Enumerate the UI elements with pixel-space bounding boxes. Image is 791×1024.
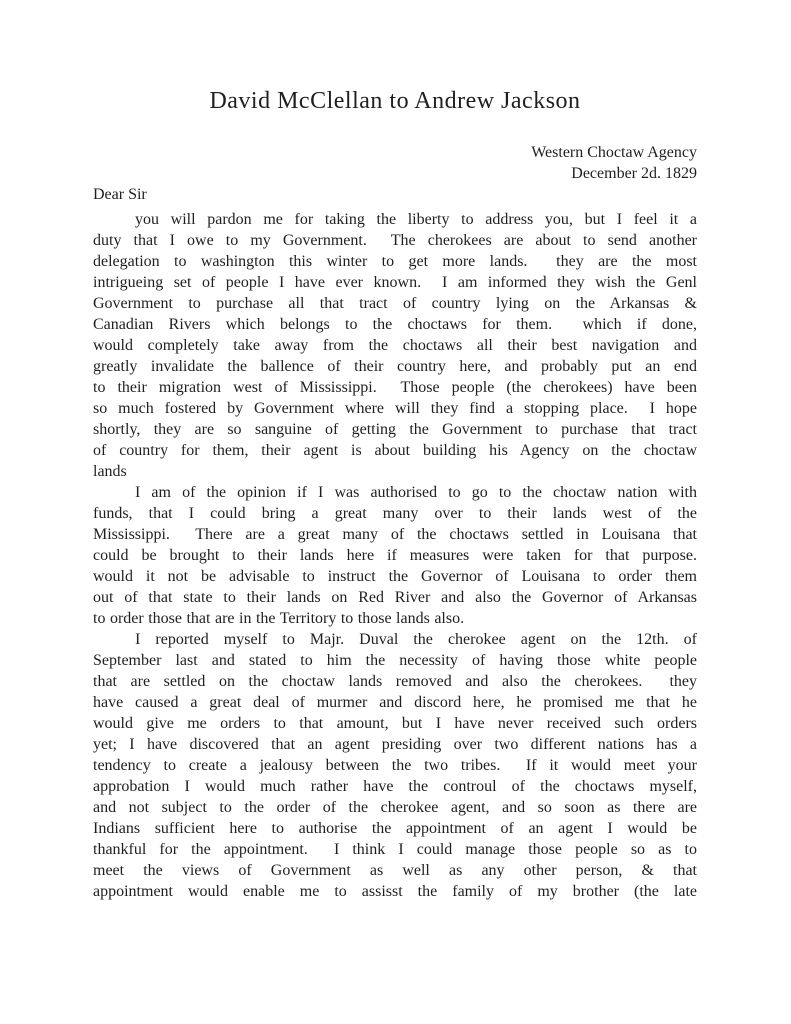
letter-body: [93, 209, 697, 902]
letter-line: meet the views of Government as well as any other person, & that: [93, 862, 697, 879]
salutation: Dear Sir: [93, 186, 147, 203]
letter-line: tendency to create a jealousy between the two tribes. If it would meet your: [93, 757, 697, 774]
dateline: [93, 142, 697, 184]
letter-line: approbation I would much rather have the controul of the choctaws myself,: [93, 778, 697, 795]
letter-line: yet; I have discovered that an agent presiding over two different nations has a: [93, 736, 697, 753]
letter-line: so much fostered by Government where will they find a stopping place. I hope: [93, 400, 697, 417]
letter-title: David McClellan to Andrew Jackson: [209, 88, 581, 114]
paragraph: [93, 209, 697, 482]
paragraph: [93, 482, 697, 629]
letter-line: of country for them, their agent is about building his Agency on the choctaw: [93, 442, 697, 459]
letter-line: thankful for the appointment. I think I could manage those people so as to: [93, 841, 697, 858]
letter-line: delegation to washington this winter to get more lands. they are the most: [93, 253, 697, 270]
letter-line: shortly, they are so sanguine of getting the Government to purchase that tract: [93, 421, 697, 438]
letter-line: you will pardon me for taking the liberty to address you, but I feel it a: [135, 211, 697, 228]
letter-line: greatly invalidate the ballence of their country here, and probably put an end: [93, 358, 697, 375]
letter-line: Government to purchase all that tract of country lying on the Arkansas &: [93, 295, 697, 312]
letter-line: Mississippi. There are a great many of the choctaws settled in Louisana that: [93, 526, 697, 543]
letter-line: funds, that I could bring a great many over to their lands west of the: [93, 505, 697, 522]
letter-line: to their migration west of Mississippi. Those people (the cherokees) have been: [93, 379, 697, 396]
letter-line: would completely take away from the choctaws all their best navigation and: [93, 337, 697, 354]
letter-line: Indians sufficient here to authorise the appointment of an agent I would be: [93, 820, 697, 837]
letter-line: would give me orders to that amount, but I have never received such orders: [93, 715, 697, 732]
letter-line: September last and stated to him the necessity of having those white people: [93, 652, 697, 669]
letter-line: that are settled on the choctaw lands removed and also the cherokees. they: [93, 673, 697, 690]
letter-line: would it not be advisable to instruct the Governor of Louisana to order them: [93, 568, 697, 585]
letter-line: duty that I owe to my Government. The cherokees are about to send another: [93, 232, 697, 249]
letter-line: out of that state to their lands on Red River and also the Governor of Arkansas: [93, 589, 697, 606]
letter-line: Canadian Rivers which belongs to the choctaws for them. which if done,: [93, 316, 697, 333]
letter-line: I reported myself to Majr. Duval the cherokee agent on the 12th. of: [135, 631, 697, 648]
letter-line: appointment would enable me to assisst the family of my brother (the late: [93, 883, 697, 900]
letter-line: have caused a great deal of murmer and discord here, he promised me that he: [93, 694, 697, 711]
letter-line: and not subject to the order of the cherokee agent, and so soon as there are: [93, 799, 697, 816]
letter-line: intrigueing set of people I have ever known. I am informed they wish the Genl: [93, 274, 697, 291]
letter-line: to order those that are in the Territory to those lands also.: [93, 610, 465, 627]
dateline-place: Western Choctaw Agency: [531, 144, 697, 161]
letter-line: lands: [93, 463, 127, 480]
dateline-date: December 2d. 1829: [571, 165, 697, 182]
letter-line: could be brought to their lands here if measures were taken for that purpose.: [93, 547, 697, 564]
paragraph: [93, 629, 697, 902]
letter-line: I am of the opinion if I was authorised to go to the choctaw nation with: [135, 484, 697, 501]
